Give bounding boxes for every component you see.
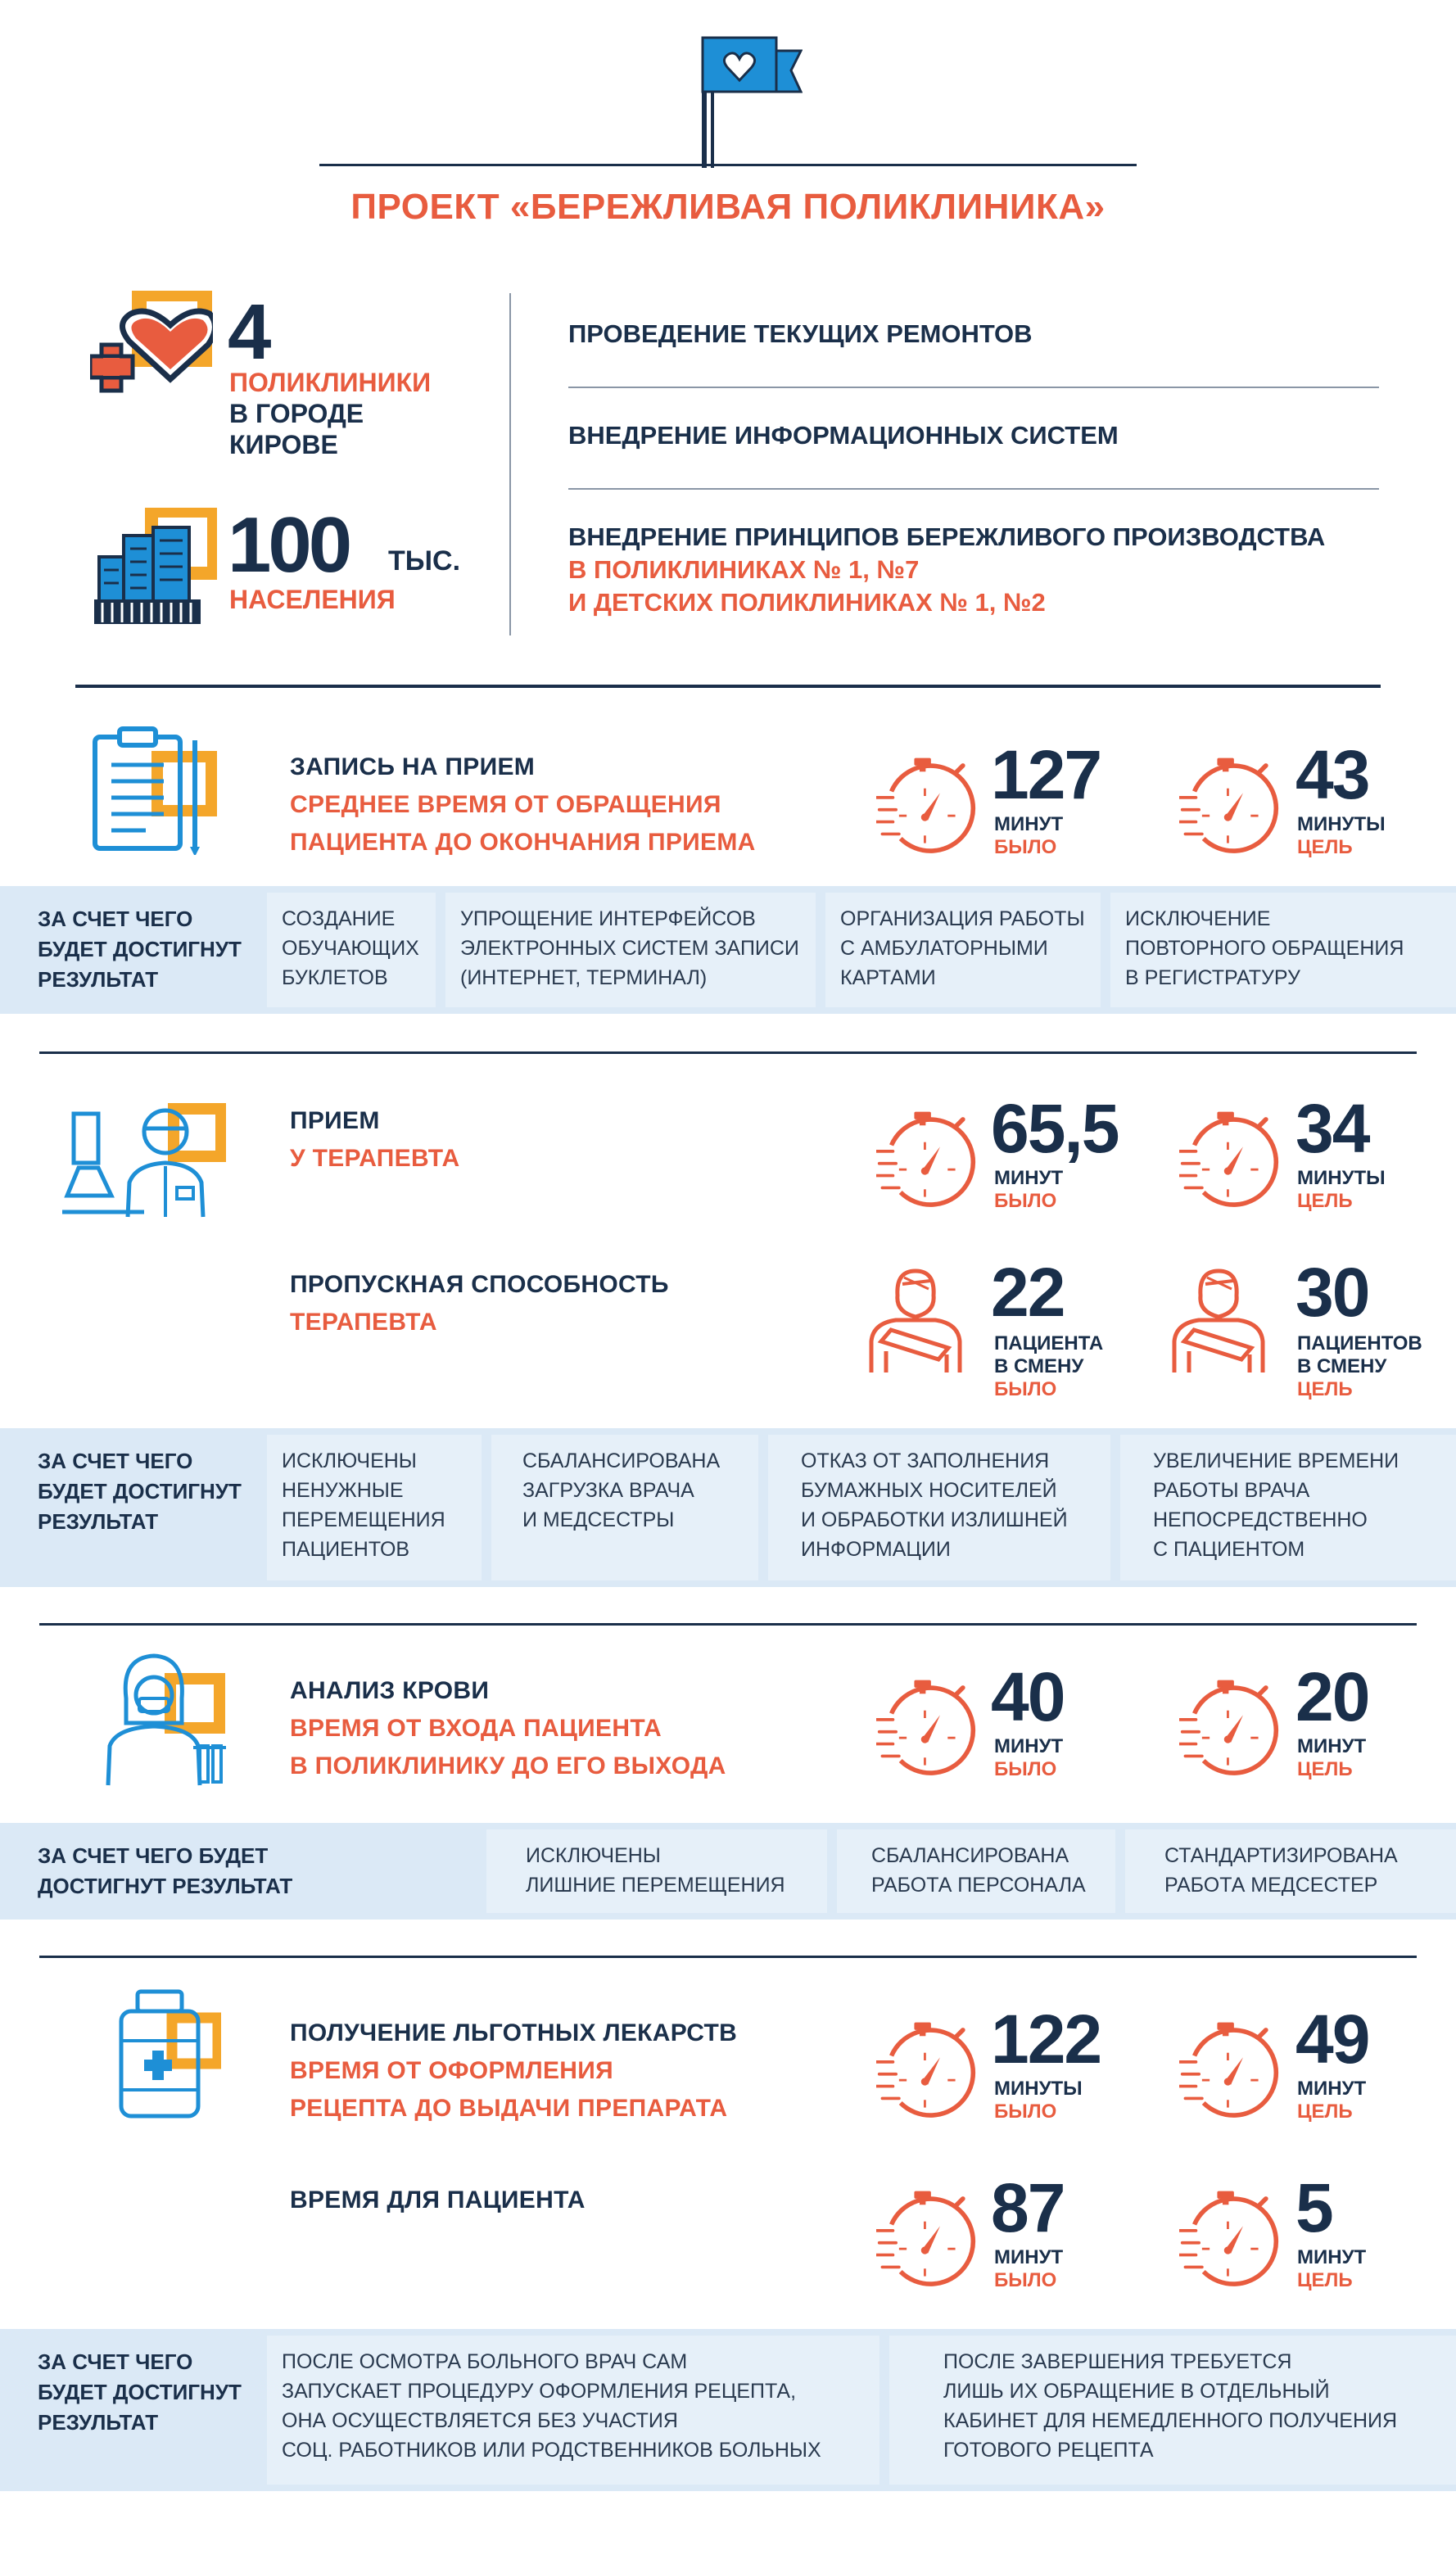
stopwatch-icon xyxy=(876,2018,983,2124)
s2-cell-2-l1: СБАЛАНСИРОВАНА xyxy=(522,1449,721,1472)
s1-was-tag: БЫЛО xyxy=(994,836,1057,858)
s2-capacity-goal-tag: ЦЕЛЬ xyxy=(1297,1378,1353,1400)
page-title: ПРОЕКТ «БЕРЕЖЛИВАЯ ПОЛИКЛИНИКА» xyxy=(350,187,1106,227)
s4-patient-goal-tag: ЦЕЛЬ xyxy=(1297,2269,1353,2291)
s4-goal-unit: МИНУТ xyxy=(1297,2078,1367,2100)
s4-cell-2-l3: КАБИНЕТ ДЛЯ НЕМЕДЛЕННОГО ПОЛУЧЕНИЯ xyxy=(943,2409,1398,2432)
patient-icon xyxy=(1160,1263,1274,1377)
s4-sub1: ВРЕМЯ ОТ ОФОРМЛЕНИЯ xyxy=(290,2057,613,2084)
s1-bottom-rule xyxy=(39,1051,1417,1054)
s3-cell-1-l1: ИСКЛЮЧЕНЫ xyxy=(526,1844,661,1867)
s3-cell-1 xyxy=(486,1829,827,1913)
population-count: 100 xyxy=(228,501,350,589)
s4-cell-2-l2: ЛИШЬ ИХ ОБРАЩЕНИЕ В ОТДЕЛЬНЫЙ xyxy=(943,2380,1330,2403)
s4-cell-1-l1: ПОСЛЕ ОСМОТРА БОЛЬНОГО ВРАЧ САМ xyxy=(282,2350,688,2373)
s3-results-label xyxy=(38,1841,292,1902)
intro-item-repairs: ПРОВЕДЕНИЕ ТЕКУЩИХ РЕМОНТОВ xyxy=(568,319,1033,348)
s1-sub1: СРЕДНЕЕ ВРЕМЯ ОТ ОБРАЩЕНИЯ xyxy=(290,791,721,818)
intro-item-rule-1 xyxy=(568,387,1379,388)
s3-goal-tag: ЦЕЛЬ xyxy=(1297,1758,1353,1780)
s3-title: АНАЛИЗ КРОВИ xyxy=(290,1677,490,1704)
nurse-icon xyxy=(97,1649,228,1788)
s2-cell-3-l1: ОТКАЗ ОТ ЗАПОЛНЕНИЯ xyxy=(801,1449,1050,1472)
s2-cell-1 xyxy=(267,1435,482,1580)
intro-bottom-rule xyxy=(75,685,1381,688)
s3-cell-1-l2: ЛИШНИЕ ПЕРЕМЕЩЕНИЯ xyxy=(526,1874,785,1897)
s1-cell-1-l1: СОЗДАНИЕ xyxy=(282,907,396,930)
s2-cell-2-l3: И МЕДСЕСТРЫ xyxy=(522,1508,675,1531)
s3-was-value: 40 xyxy=(991,1658,1065,1735)
s4-text xyxy=(290,2015,737,2128)
s2-results-label-l3: РЕЗУЛЬТАТ xyxy=(38,1509,159,1534)
clinics-label xyxy=(229,367,431,460)
s2-capacity-text xyxy=(290,1266,669,1341)
s1-cell-1 xyxy=(267,893,436,1007)
s2-cell-4 xyxy=(1120,1435,1456,1580)
s1-results-label-l2: БУДЕТ ДОСТИГНУТ xyxy=(38,937,242,961)
s2-cell-4-l1: УВЕЛИЧЕНИЕ ВРЕМЕНИ xyxy=(1153,1449,1399,1472)
clinics-label-line2: В ГОРОДЕ xyxy=(229,399,364,428)
s1-cell-2-l2: ЭЛЕКТРОННЫХ СИСТЕМ ЗАПИСИ xyxy=(460,937,799,960)
s2-results-label-l1: ЗА СЧЕТ ЧЕГО xyxy=(38,1449,193,1473)
s2-capacity-goal-unit2: В СМЕНУ xyxy=(1297,1355,1387,1377)
stopwatch-icon xyxy=(876,1675,983,1782)
stopwatch-icon xyxy=(1179,753,1286,860)
s2-cell-4-l2: РАБОТЫ ВРАЧА xyxy=(1153,1479,1310,1502)
s2-cell-1-l1: ИСКЛЮЧЕНЫ xyxy=(282,1449,417,1472)
s4-title: ПОЛУЧЕНИЕ ЛЬГОТНЫХ ЛЕКАРСТВ xyxy=(290,2019,738,2046)
s3-sub2: В ПОЛИКЛИНИКУ ДО ЕГО ВЫХОДА xyxy=(290,1752,726,1779)
header-rule xyxy=(319,164,1137,166)
stopwatch-icon xyxy=(1179,2186,1286,2293)
s2-cell-3-l4: ИНФОРМАЦИИ xyxy=(801,1538,951,1561)
s2-capacity-was-value: 22 xyxy=(991,1254,1065,1331)
stopwatch-icon xyxy=(876,2186,983,2293)
s4-was-unit: МИНУТЫ xyxy=(994,2078,1083,2100)
intro-item-lean xyxy=(568,521,1325,619)
s1-cell-3-l3: КАРТАМИ xyxy=(840,966,936,989)
s4-sub2: РЕЦЕПТА ДО ВЫДАЧИ ПРЕПАРАТА xyxy=(290,2095,728,2122)
s2-was-unit: МИНУТ xyxy=(994,1167,1064,1189)
s2-cell-3-l3: И ОБРАБОТКИ ИЗЛИШНЕЙ xyxy=(801,1508,1068,1531)
heart-clinic-icon xyxy=(90,291,213,397)
s2-cell-2-l2: ЗАГРУЗКА ВРАЧА xyxy=(522,1479,694,1502)
s1-results-label-l1: ЗА СЧЕТ ЧЕГО xyxy=(38,907,193,931)
intro-item-infosystems: ВНЕДРЕНИЕ ИНФОРМАЦИОННЫХ СИСТЕМ xyxy=(568,421,1119,450)
s3-results-label-l1: ЗА СЧЕТ ЧЕГО БУДЕТ xyxy=(38,1843,269,1868)
clipboard-icon xyxy=(88,724,219,855)
s1-cell-1-l3: БУКЛЕТОВ xyxy=(282,966,388,989)
s1-results-label-l3: РЕЗУЛЬТАТ xyxy=(38,967,159,992)
s2-was-value: 65,5 xyxy=(991,1090,1119,1167)
s4-results-label-l3: РЕЗУЛЬТАТ xyxy=(38,2410,159,2435)
heart-flag-icon xyxy=(696,33,803,172)
s1-cell-2 xyxy=(445,893,816,1007)
s4-patient-goal-unit: МИНУТ xyxy=(1297,2246,1367,2268)
s1-cell-3-l2: С АМБУЛАТОРНЫМИ xyxy=(840,937,1048,960)
s1-was-value: 127 xyxy=(991,736,1101,813)
clinics-count: 4 xyxy=(228,288,270,376)
s4-cell-1-l2: ЗАПУСКАЕТ ПРОЦЕДУРУ ОФОРМЛЕНИЯ РЕЦЕПТА, xyxy=(282,2380,797,2403)
stopwatch-icon xyxy=(1179,1107,1286,1214)
s1-goal-value: 43 xyxy=(1295,736,1369,813)
s2-capacity-sub: ТЕРАПЕВТА xyxy=(290,1309,437,1336)
s4-cell-1-l3: ОНА ОСУЩЕСТВЛЯЕТСЯ БЕЗ УЧАСТИЯ xyxy=(282,2409,678,2432)
s4-cell-2 xyxy=(889,2336,1456,2485)
s4-was-value: 122 xyxy=(991,2001,1101,2078)
s3-goal-value: 20 xyxy=(1295,1658,1369,1735)
population-unit: ТЫС. xyxy=(388,545,461,577)
population-label: НАСЕЛЕНИЯ xyxy=(229,585,396,614)
clinics-label-red: ПОЛИКЛИНИКИ xyxy=(229,368,432,397)
s3-bottom-rule xyxy=(39,1956,1417,1958)
s2-cell-1-l3: ПЕРЕМЕЩЕНИЯ xyxy=(282,1508,445,1531)
city-buildings-icon xyxy=(94,508,217,626)
clinics-label-line3: КИРОВЕ xyxy=(229,430,338,459)
s2-title: ПРИЕМ xyxy=(290,1107,380,1134)
s1-text xyxy=(290,748,756,861)
intro-item-lean-line3: И ДЕТСКИХ ПОЛИКЛИНИКАХ № 1, №2 xyxy=(568,588,1046,617)
s4-cell-2-l4: ГОТОВОГО РЕЦЕПТА xyxy=(943,2439,1154,2462)
s3-cell-2 xyxy=(837,1829,1115,1913)
s1-title: ЗАПИСЬ НА ПРИЕМ xyxy=(290,753,536,780)
s4-cell-2-l1: ПОСЛЕ ЗАВЕРШЕНИЯ ТРЕБУЕТСЯ xyxy=(943,2350,1292,2373)
s3-cell-2-l2: РАБОТА ПЕРСОНАЛА xyxy=(871,1874,1086,1897)
s2-text xyxy=(290,1102,459,1178)
s4-results-label-l2: БУДЕТ ДОСТИГНУТ xyxy=(38,2380,242,2404)
s4-was-tag: БЫЛО xyxy=(994,2101,1057,2123)
s2-cell-1-l2: НЕНУЖНЫЕ xyxy=(282,1479,404,1502)
s4-cell-1-l4: СОЦ. РАБОТНИКОВ ИЛИ РОДСТВЕННИКОВ БОЛЬНЫХ xyxy=(282,2439,821,2462)
s4-goal-value: 49 xyxy=(1295,2001,1369,2078)
s2-capacity-goal-unit1: ПАЦИЕНТОВ xyxy=(1297,1332,1422,1354)
s3-was-tag: БЫЛО xyxy=(994,1758,1057,1780)
s2-cell-3 xyxy=(768,1435,1110,1580)
s2-cell-4-l3: НЕПОСРЕДСТВЕННО xyxy=(1153,1508,1368,1531)
s3-goal-unit: МИНУТ xyxy=(1297,1735,1367,1757)
s2-goal-unit: МИНУТЫ xyxy=(1297,1167,1386,1189)
medicine-bottle-icon xyxy=(115,1988,221,2119)
s3-cell-2-l1: СБАЛАНСИРОВАНА xyxy=(871,1844,1069,1867)
s1-results-label xyxy=(38,904,242,995)
s4-patient-title: ВРЕМЯ ДЛЯ ПАЦИЕНТА xyxy=(290,2186,586,2214)
s2-results-label xyxy=(38,1446,242,1537)
s2-goal-tag: ЦЕЛЬ xyxy=(1297,1190,1353,1212)
s2-was-tag: БЫЛО xyxy=(994,1190,1057,1212)
s1-sub2: ПАЦИЕНТА ДО ОКОНЧАНИЯ ПРИЕМА xyxy=(290,829,756,856)
stopwatch-icon xyxy=(876,753,983,860)
patient-icon xyxy=(857,1263,971,1377)
intro-item-lean-line2: В ПОЛИКЛИНИКАХ № 1, №7 xyxy=(568,555,920,584)
s3-results-label-l2: ДОСТИГНУТ РЕЗУЛЬТАТ xyxy=(38,1874,293,1898)
s2-cell-3-l2: БУМАЖНЫХ НОСИТЕЛЕЙ xyxy=(801,1479,1057,1502)
s4-patient-was-unit: МИНУТ xyxy=(994,2246,1064,2268)
s3-cell-3-l1: СТАНДАРТИЗИРОВАНА xyxy=(1164,1844,1398,1867)
s1-cell-4-l1: ИСКЛЮЧЕНИЕ xyxy=(1125,907,1271,930)
s1-cell-2-l3: (ИНТЕРНЕТ, ТЕРМИНАЛ) xyxy=(460,966,708,989)
s3-text xyxy=(290,1672,726,1785)
s2-sub1: У ТЕРАПЕВТА xyxy=(290,1145,460,1172)
s2-capacity-title: ПРОПУСКНАЯ СПОСОБНОСТЬ xyxy=(290,1271,669,1298)
s1-goal-tag: ЦЕЛЬ xyxy=(1297,836,1353,858)
s2-results-label-l2: БУДЕТ ДОСТИГНУТ xyxy=(38,1479,242,1504)
s4-cell-1 xyxy=(267,2336,879,2485)
stopwatch-icon xyxy=(876,1107,983,1214)
s2-cell-2 xyxy=(491,1435,758,1580)
s2-capacity-was-tag: БЫЛО xyxy=(994,1378,1057,1400)
s2-cell-4-l4: С ПАЦИЕНТОМ xyxy=(1153,1538,1305,1561)
s1-cell-2-l1: УПРОЩЕНИЕ ИНТЕРФЕЙСОВ xyxy=(460,907,756,930)
s2-capacity-was-unit2: В СМЕНУ xyxy=(994,1355,1084,1377)
s1-cell-4-l2: ПОВТОРНОГО ОБРАЩЕНИЯ xyxy=(1125,937,1404,960)
doctor-microscope-icon xyxy=(62,1097,226,1220)
s1-goal-unit: МИНУТЫ xyxy=(1297,813,1386,835)
s3-cell-3-l2: РАБОТА МЕДСЕСТЕР xyxy=(1164,1874,1378,1897)
s4-results-label-l1: ЗА СЧЕТ ЧЕГО xyxy=(38,2349,193,2374)
s2-bottom-rule xyxy=(39,1623,1417,1626)
s4-patient-was-tag: БЫЛО xyxy=(994,2269,1057,2291)
s3-cell-3 xyxy=(1125,1829,1456,1913)
s4-goal-tag: ЦЕЛЬ xyxy=(1297,2101,1353,2123)
s2-cell-1-l4: ПАЦИЕНТОВ xyxy=(282,1538,410,1561)
s1-was-unit: МИНУТ xyxy=(994,813,1064,835)
intro-item-rule-2 xyxy=(568,488,1379,490)
stopwatch-icon xyxy=(1179,1675,1286,1782)
s3-sub1: ВРЕМЯ ОТ ВХОДА ПАЦИЕНТА xyxy=(290,1715,662,1742)
s1-cell-3-l1: ОРГАНИЗАЦИЯ РАБОТЫ xyxy=(840,907,1085,930)
s1-cell-3 xyxy=(825,893,1101,1007)
s4-patient-goal-value: 5 xyxy=(1295,2169,1332,2246)
s4-results-label xyxy=(38,2347,242,2438)
s2-capacity-was-unit1: ПАЦИЕНТА xyxy=(994,1332,1104,1354)
s3-was-unit: МИНУТ xyxy=(994,1735,1064,1757)
s1-cell-4-l3: В РЕГИСТРАТУРУ xyxy=(1125,966,1300,989)
intro-item-lean-line1: ВНЕДРЕНИЕ ПРИНЦИПОВ БЕРЕЖЛИВОГО ПРОИЗВОДСТВА xyxy=(568,522,1326,551)
s2-goal-value: 34 xyxy=(1295,1090,1369,1167)
intro-divider xyxy=(509,293,511,635)
s4-patient-was-value: 87 xyxy=(991,2169,1065,2246)
stopwatch-icon xyxy=(1179,2018,1286,2124)
s2-capacity-goal-value: 30 xyxy=(1295,1254,1369,1331)
s1-cell-4 xyxy=(1110,893,1456,1007)
s1-cell-1-l2: ОБУЧАЮЩИХ xyxy=(282,937,419,960)
